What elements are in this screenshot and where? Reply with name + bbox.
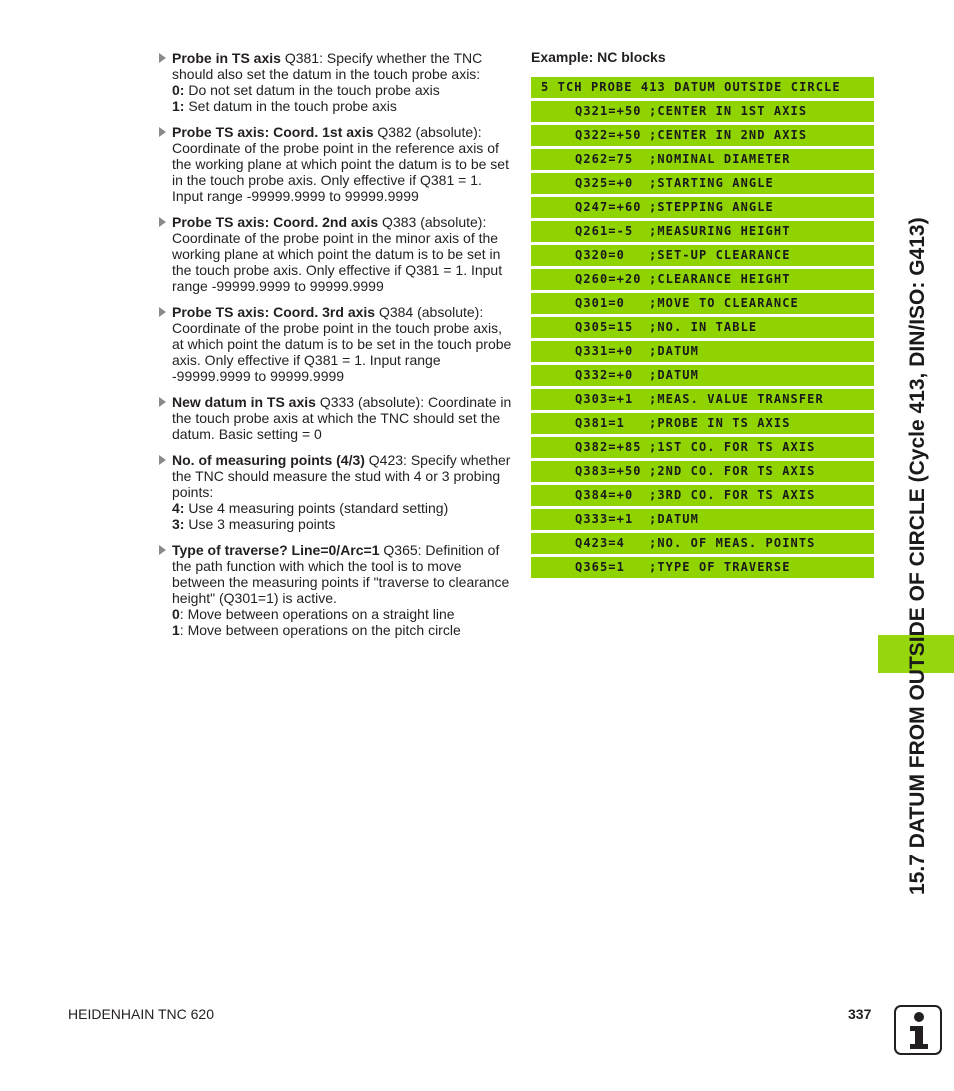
nc-block-comment: ;NOMINAL DIAMETER: [649, 152, 791, 166]
nc-block-row: [531, 413, 874, 434]
nc-block-code: Q325=+0: [575, 176, 634, 190]
param-no-of-measuring-points: [158, 452, 514, 532]
nc-block-comment: ;CLEARANCE HEIGHT: [649, 272, 791, 286]
param-description: Q423: Specify whether the TNC should measure the stud with 4 or 3 probing points:: [172, 452, 511, 500]
param-option: 0: Move between operations on a straight line: [172, 606, 455, 622]
nc-block-code: Q322=+50: [575, 128, 642, 142]
param-option: 4: Use 4 measuring points (standard setting): [172, 500, 449, 516]
nc-block-row: [531, 437, 874, 458]
nc-block-row: [531, 77, 874, 98]
param-type-of-traverse: [158, 542, 514, 638]
nc-block-code: Q333=+1: [575, 512, 634, 526]
nc-block-comment: ;DATUM: [649, 368, 699, 382]
nc-block-row: [531, 269, 874, 290]
nc-block-row: [531, 533, 874, 554]
param-description: Q383 (absolute): Coordinate of the probe point in the minor axis of the working plane at which point the datum is to be set in the touch probe axis. Only effective if Q381 = 1. Input range -99999.9999 to 99999.9999: [172, 214, 503, 294]
nc-block-comment: ;PROBE IN TS AXIS: [649, 416, 791, 430]
param-probe-ts-axis-coord-2nd: [158, 214, 514, 294]
info-icon: [894, 1005, 942, 1055]
nc-block-comment: ;CENTER IN 1ST AXIS: [649, 104, 808, 118]
section-title-text: 15.7 DATUM FROM OUTSIDE OF CIRCLE (Cycle 413, DIN/ISO: G413): [906, 217, 929, 895]
nc-block-code: Q381=1: [575, 416, 625, 430]
nc-block-comment: ;CENTER IN 2ND AXIS: [649, 128, 808, 142]
bullet-triangle-icon: [159, 217, 166, 227]
nc-block-comment: ;NO. OF MEAS. POINTS: [649, 536, 816, 550]
nc-block-row: [531, 245, 874, 266]
param-title: Probe TS axis: Coord. 1st axis: [172, 124, 374, 140]
param-probe-ts-axis-coord-1st: [158, 124, 514, 204]
footer-product-name: HEIDENHAIN TNC 620: [68, 1006, 215, 1022]
nc-block-row: [531, 317, 874, 338]
page-number: 337: [848, 1006, 872, 1022]
nc-block-comment: ;SET-UP CLEARANCE: [649, 248, 791, 262]
nc-block-row: [531, 557, 874, 578]
param-option: 1: Set datum in the touch probe axis: [172, 98, 397, 114]
bullet-triangle-icon: [159, 397, 166, 407]
param-title: Probe TS axis: Coord. 2nd axis: [172, 214, 379, 230]
param-description: Q333 (absolute): Coordinate in the touch probe axis at which the TNC should set the datum. Basic setting = 0: [172, 394, 512, 442]
param-title: Probe in TS axis: [172, 50, 281, 66]
nc-block-code: Q331=+0: [575, 344, 634, 358]
nc-block-code: Q332=+0: [575, 368, 634, 382]
parameter-list: [158, 50, 514, 648]
param-description: Q382 (absolute): Coordinate of the probe point in the reference axis of the working plane at which point the datum is to be set in the touch probe axis. Only effective if Q381 = 1. Input range -99999.9999 to 99999.9999: [172, 124, 509, 204]
param-option: 1: Move between operations on the pitch circle: [172, 622, 461, 638]
nc-block-comment: ;TYPE OF TRAVERSE: [649, 560, 791, 574]
nc-block-code: Q301=0: [575, 296, 625, 310]
nc-block-comment: ;MOVE TO CLEARANCE: [649, 296, 799, 310]
nc-block-listing: [531, 77, 874, 581]
nc-block-code: Q384=+0: [575, 488, 634, 502]
nc-block-row: [531, 221, 874, 242]
nc-block-comment: ;2ND CO. FOR TS AXIS: [649, 464, 816, 478]
bullet-triangle-icon: [159, 127, 166, 137]
nc-block-row: [531, 125, 874, 146]
nc-block-code: Q262=75: [575, 152, 634, 166]
nc-block-code: Q261=-5: [575, 224, 634, 238]
param-description: Q381: Specify whether the TNC should also set the datum in the touch probe axis:: [172, 50, 483, 82]
nc-block-row: [531, 173, 874, 194]
param-new-datum-in-ts-axis: [158, 394, 514, 442]
bullet-triangle-icon: [159, 545, 166, 555]
nc-block-row: [531, 197, 874, 218]
nc-block-comment: ;3RD CO. FOR TS AXIS: [649, 488, 816, 502]
nc-block-row: [531, 485, 874, 506]
param-probe-ts-axis-coord-3rd: [158, 304, 514, 384]
nc-block-code: Q423=4: [575, 536, 625, 550]
nc-block-comment: ;STARTING ANGLE: [649, 176, 774, 190]
nc-block-row: [531, 365, 874, 386]
section-side-title: [895, 40, 941, 895]
nc-block-code: Q303=+1: [575, 392, 634, 406]
nc-block-code: 5 TCH PROBE 413 DATUM OUTSIDE CIRCLE: [541, 80, 841, 94]
nc-block-row: [531, 341, 874, 362]
nc-block-comment: ;NO. IN TABLE: [649, 320, 758, 334]
nc-block-code: Q382=+85: [575, 440, 642, 454]
bullet-triangle-icon: [159, 53, 166, 63]
nc-block-row: [531, 293, 874, 314]
param-description: Q384 (absolute): Coordinate of the probe point in the touch probe axis, at which point the datum is to be set in the touch probe axis. Only effective if Q381 = 1. Input range -99999.9999 to 99999.9999: [172, 304, 512, 384]
param-title: Probe TS axis: Coord. 3rd axis: [172, 304, 376, 320]
nc-block-code: Q247=+60: [575, 200, 642, 214]
nc-block-comment: ;1ST CO. FOR TS AXIS: [649, 440, 816, 454]
nc-block-code: Q383=+50: [575, 464, 642, 478]
param-title: No. of measuring points (4/3): [172, 452, 365, 468]
param-title: Type of traverse? Line=0/Arc=1: [172, 542, 380, 558]
param-option: 0: Do not set datum in the touch probe axis: [172, 82, 440, 98]
param-description: Q365: Definition of the path function with which the tool is to move between the measuring points if "traverse to clearance height" (Q301=1) is active.: [172, 542, 510, 606]
nc-block-comment: ;MEAS. VALUE TRANSFER: [649, 392, 824, 406]
nc-block-row: [531, 461, 874, 482]
nc-block-comment: ;DATUM: [649, 344, 699, 358]
param-option: 3: Use 3 measuring points: [172, 516, 336, 532]
nc-block-code: Q260=+20: [575, 272, 642, 286]
nc-block-row: [531, 149, 874, 170]
nc-block-row: [531, 101, 874, 122]
nc-block-row: [531, 389, 874, 410]
nc-block-code: Q305=15: [575, 320, 634, 334]
nc-block-code: Q365=1: [575, 560, 625, 574]
bullet-triangle-icon: [159, 307, 166, 317]
param-probe-in-ts-axis: [158, 50, 514, 114]
param-title: New datum in TS axis: [172, 394, 316, 410]
nc-block-code: Q321=+50: [575, 104, 642, 118]
nc-block-comment: ;STEPPING ANGLE: [649, 200, 774, 214]
nc-block-code: Q320=0: [575, 248, 625, 262]
example-heading: Example: NC blocks: [531, 49, 666, 65]
bullet-triangle-icon: [159, 455, 166, 465]
nc-block-row: [531, 509, 874, 530]
nc-block-comment: ;DATUM: [649, 512, 699, 526]
nc-block-comment: ;MEASURING HEIGHT: [649, 224, 791, 238]
